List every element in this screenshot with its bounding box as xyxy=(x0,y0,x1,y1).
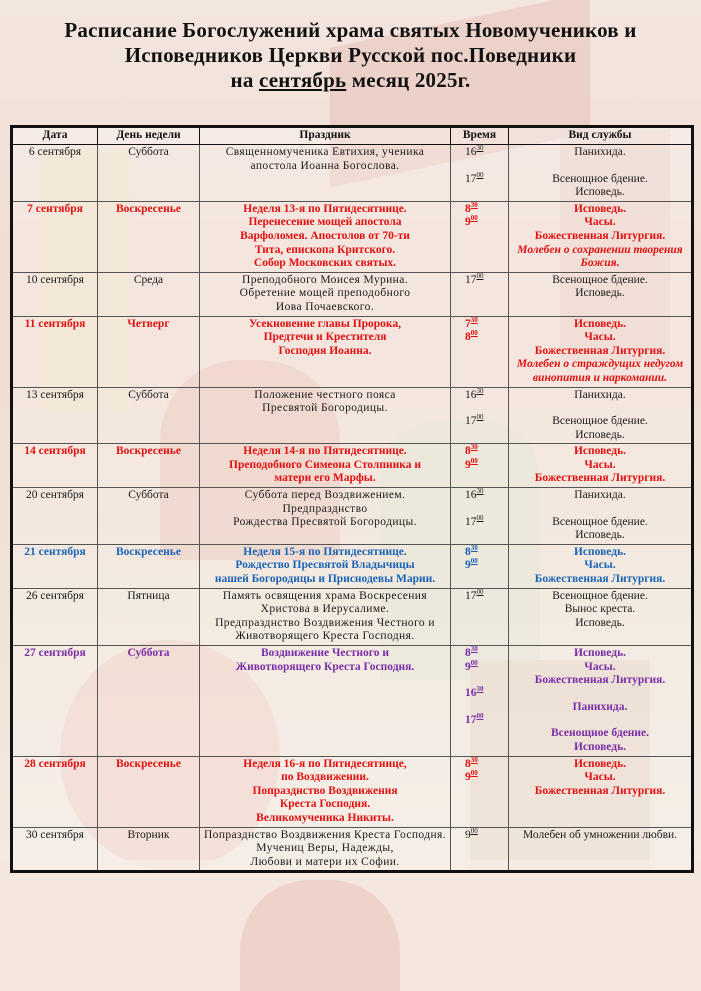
service-line: Исповедь. xyxy=(575,428,625,441)
date-text: 7 сентября xyxy=(27,202,83,215)
weekday-text: Суббота xyxy=(127,647,170,659)
service-time xyxy=(465,271,505,288)
feast-cell xyxy=(200,201,451,272)
page-title xyxy=(0,18,701,93)
service-line: Божия. xyxy=(580,257,620,270)
date-cell xyxy=(12,145,98,202)
feast-line: Попразднство Воздвижения Креста Господня. xyxy=(203,828,447,841)
weekday-cell xyxy=(98,827,200,872)
date-cell xyxy=(12,488,98,545)
time-cell xyxy=(451,488,509,545)
service-line: Всенощное бдение. xyxy=(552,172,648,185)
time-minutes: 30 xyxy=(470,200,478,209)
time-minutes: 00 xyxy=(476,271,484,280)
header-feast: Праздник xyxy=(200,127,451,145)
service-cell xyxy=(509,588,693,645)
time-hour: 17 xyxy=(465,273,477,286)
feast-line: Животворящего Креста Господня. xyxy=(235,630,415,643)
service-time xyxy=(465,587,505,604)
header-weekday: День недели xyxy=(98,127,200,145)
feast-line: Иова Почаевского. xyxy=(275,300,375,313)
service-line: Часы. xyxy=(584,216,616,229)
time-gap xyxy=(465,503,505,516)
feast-line: Собор Московских святых. xyxy=(253,257,397,270)
feast-line: Пресвятой Богородицы. xyxy=(262,402,388,415)
service-line: Панихида. xyxy=(572,700,628,713)
weekday-text: Среда xyxy=(133,273,164,286)
service-line: Исповедь. xyxy=(575,186,625,199)
feast-line: Предпразднство Воздвижения Честного и xyxy=(215,616,435,629)
service-line: Всенощное бдение. xyxy=(552,589,648,602)
table-row xyxy=(12,756,693,827)
feast-line: Неделя 15-я по Пятидесятнице. xyxy=(243,545,407,558)
feast-line: Предпразднство xyxy=(282,502,368,515)
time-minutes: 00 xyxy=(476,170,484,179)
title-line-3 xyxy=(0,68,701,93)
date-text: 27 сентября xyxy=(24,647,86,659)
table-row xyxy=(12,827,693,872)
date-text: 21 сентября xyxy=(24,545,86,558)
feast-line: Великомученика Никиты. xyxy=(256,811,394,824)
title-suffix: месяц 2025г. xyxy=(346,68,471,92)
feast-cell xyxy=(200,272,451,316)
service-line: Молебен о сохранении творения xyxy=(517,243,683,256)
service-line: Всенощное бдение. xyxy=(552,515,648,528)
table-row xyxy=(12,544,693,588)
service-time xyxy=(465,513,505,530)
weekday-text: Воскресенье xyxy=(116,757,181,770)
service-line: винопития и наркомании. xyxy=(532,371,668,384)
table-row xyxy=(12,488,693,545)
table-row xyxy=(12,201,693,272)
time-minutes: 00 xyxy=(470,557,478,566)
feast-line: Любови и матери их Софии. xyxy=(250,855,400,868)
time-minutes: 30 xyxy=(470,755,478,764)
service-line: Исповедь. xyxy=(575,287,625,300)
date-cell xyxy=(12,201,98,272)
time-hour: 8 xyxy=(465,331,471,344)
feast-line: Священномученика Евтихия, ученика xyxy=(225,146,425,158)
weekday-text: Суббота xyxy=(128,146,169,158)
feast-line: Неделя 13-я по Пятидесятнице. xyxy=(243,202,407,215)
date-text: 13 сентября xyxy=(26,388,84,401)
date-text: 20 сентября xyxy=(26,489,84,502)
weekday-text: Суббота xyxy=(128,489,169,502)
service-cell xyxy=(509,316,693,387)
date-text: 14 сентября xyxy=(24,445,86,458)
time-hour: 16 xyxy=(465,687,477,700)
service-time xyxy=(465,687,505,701)
weekday-text: Четверг xyxy=(127,317,170,330)
weekday-text: Воскресенье xyxy=(116,545,181,558)
service-line: Божественная Литургия. xyxy=(534,573,666,586)
service-cell xyxy=(509,444,693,488)
feast-line: Преподобного Моисея Мурина. xyxy=(241,273,409,286)
title-line-2: Исповедников Церкви Русской пос.Поведники xyxy=(124,43,577,67)
weekday-cell xyxy=(98,201,200,272)
service-cell xyxy=(509,756,693,827)
feast-cell xyxy=(200,488,451,545)
weekday-cell xyxy=(98,145,200,202)
service-line: Часы. xyxy=(584,559,616,572)
service-line: Божественная Литургия. xyxy=(534,784,666,797)
service-time xyxy=(465,415,505,429)
time-hour: 7 xyxy=(465,317,471,330)
time-gap xyxy=(465,701,505,714)
time-minutes: 00 xyxy=(470,826,478,835)
date-cell xyxy=(12,444,98,488)
header-date: Дата xyxy=(12,127,98,145)
feast-line: Перенесение мощей апостола xyxy=(248,216,402,229)
feast-line: Предтечи и Крестителя xyxy=(263,331,387,344)
service-time xyxy=(465,771,505,785)
service-cell xyxy=(509,272,693,316)
service-line: Всенощное бдение. xyxy=(550,727,650,740)
time-cell xyxy=(451,201,509,272)
header-time: Время xyxy=(451,127,509,145)
time-hour: 17 xyxy=(465,172,477,185)
service-cell xyxy=(509,201,693,272)
time-hour: 16 xyxy=(465,146,477,158)
service-line: Исповедь. xyxy=(573,445,627,458)
feast-cell xyxy=(200,646,451,757)
service-time xyxy=(465,658,505,675)
service-time xyxy=(465,170,505,187)
title-line-1: Расписание Богослужений храма святых Новомучеников и xyxy=(64,18,637,42)
time-hour: 8 xyxy=(465,757,471,770)
date-text: 11 сентября xyxy=(24,317,86,330)
feast-cell xyxy=(200,316,451,387)
table-row xyxy=(12,588,693,645)
service-cell xyxy=(509,827,693,872)
time-minutes: 00 xyxy=(476,413,484,422)
feast-line: Положение честного пояса xyxy=(254,388,396,401)
time-minutes: 00 xyxy=(470,658,478,667)
time-gap xyxy=(465,160,505,173)
service-time xyxy=(465,146,505,160)
time-hour: 9 xyxy=(465,458,471,471)
header-service-type: Вид службы xyxy=(509,127,693,145)
feast-line: Христова в Иерусалиме. xyxy=(260,603,390,616)
service-line: Вынос креста. xyxy=(564,603,636,616)
weekday-cell xyxy=(98,316,200,387)
weekday-cell xyxy=(98,588,200,645)
service-line: Молебен об умножении любви. xyxy=(522,828,678,841)
service-line: Исповедь. xyxy=(573,202,627,215)
service-line: Исповедь. xyxy=(573,740,627,753)
service-line: Исповедь. xyxy=(573,317,627,330)
feast-cell xyxy=(200,756,451,827)
service-gap xyxy=(512,714,688,727)
time-gap xyxy=(465,674,505,687)
feast-cell xyxy=(200,544,451,588)
time-minutes: 30 xyxy=(470,315,478,324)
time-hour: 9 xyxy=(465,771,471,784)
service-cell xyxy=(509,387,693,444)
title-prefix: на xyxy=(230,68,259,92)
date-cell xyxy=(12,316,98,387)
feast-line: Усекновение главы Пророка, xyxy=(248,317,402,330)
time-hour: 17 xyxy=(465,515,477,528)
time-hour: 8 xyxy=(465,545,471,558)
table-row xyxy=(12,444,693,488)
weekday-cell xyxy=(98,444,200,488)
time-gap xyxy=(465,402,505,415)
time-hour: 8 xyxy=(465,202,471,215)
feast-cell xyxy=(200,444,451,488)
weekday-text: Пятница xyxy=(127,589,170,602)
service-cell xyxy=(509,145,693,202)
service-time xyxy=(465,456,505,473)
service-time xyxy=(465,559,505,573)
feast-cell xyxy=(200,827,451,872)
service-cell xyxy=(509,646,693,757)
weekday-cell xyxy=(98,488,200,545)
table-row xyxy=(12,145,693,202)
date-cell xyxy=(12,272,98,316)
date-cell xyxy=(12,827,98,872)
time-cell xyxy=(451,646,509,757)
weekday-text: Воскресенье xyxy=(116,202,181,215)
time-minutes: 30 xyxy=(476,386,484,395)
time-minutes: 30 xyxy=(470,645,478,653)
service-line: Всенощное бдение. xyxy=(552,415,648,428)
table-row xyxy=(12,272,693,316)
time-minutes: 30 xyxy=(476,144,484,152)
weekday-text: Вторник xyxy=(127,828,170,841)
time-minutes: 30 xyxy=(476,685,484,694)
service-line: Панихида. xyxy=(574,388,626,401)
time-minutes: 30 xyxy=(470,543,478,552)
time-hour: 9 xyxy=(465,660,471,673)
time-hour: 9 xyxy=(465,216,471,229)
time-hour: 8 xyxy=(465,647,471,659)
table-row xyxy=(12,387,693,444)
feast-line: Попразднство Воздвижения xyxy=(252,784,398,797)
time-hour: 16 xyxy=(465,489,477,502)
time-cell xyxy=(451,827,509,872)
time-hour: 17 xyxy=(465,713,477,726)
service-line: Панихида. xyxy=(574,146,626,158)
service-gap xyxy=(512,688,688,701)
service-line: Часы. xyxy=(584,331,616,344)
service-time xyxy=(465,489,505,503)
feast-line: Неделя 14-я по Пятидесятнице. xyxy=(243,445,407,458)
time-cell xyxy=(451,387,509,444)
weekday-cell xyxy=(98,646,200,757)
feast-cell xyxy=(200,145,451,202)
table-header-row xyxy=(12,127,693,145)
service-time xyxy=(465,216,505,230)
service-line: Исповедь. xyxy=(573,545,627,558)
feast-line: Мучениц Веры, Надежды, xyxy=(256,842,394,855)
service-line: Исповедь. xyxy=(573,647,627,659)
date-cell xyxy=(12,588,98,645)
feast-line: Животворящего Креста Господня. xyxy=(235,660,415,673)
time-cell xyxy=(451,588,509,645)
feast-line: Обретение мощей преподобного xyxy=(239,287,411,300)
service-line: Часы. xyxy=(584,458,616,471)
date-text: 26 сентября xyxy=(26,589,84,602)
date-cell xyxy=(12,756,98,827)
feast-line: апостола Иоанна Богослова. xyxy=(250,159,400,172)
feast-line: Рождества Пресвятой Богородицы. xyxy=(233,516,417,529)
service-line: Часы. xyxy=(584,771,616,784)
service-line: Исповедь. xyxy=(575,529,625,542)
service-time xyxy=(465,826,505,843)
feast-line: Рождество Пресвятой Владычицы xyxy=(235,559,415,572)
service-line: Божественная Литургия. xyxy=(534,344,666,357)
service-line: Панихида. xyxy=(574,489,626,502)
service-gap xyxy=(512,503,688,516)
time-minutes: 00 xyxy=(470,769,478,778)
time-cell xyxy=(451,544,509,588)
time-minutes: 00 xyxy=(476,587,484,596)
feast-line: Преподобного Симеона Столпника и xyxy=(229,458,421,471)
service-line: Божественная Литургия. xyxy=(534,472,666,485)
date-cell xyxy=(12,544,98,588)
time-minutes: 00 xyxy=(476,513,484,522)
service-time xyxy=(465,711,505,728)
service-gap xyxy=(512,402,688,415)
feast-line: матери его Марфы. xyxy=(274,472,376,485)
feast-line: Тита, епископа Критского. xyxy=(254,243,396,256)
service-cell xyxy=(509,488,693,545)
time-hour: 8 xyxy=(465,445,471,458)
time-minutes: 00 xyxy=(470,329,478,338)
feast-line: нашей Богородицы и Приснодевы Марии. xyxy=(214,573,436,586)
table-row xyxy=(12,316,693,387)
service-time xyxy=(465,331,505,345)
weekday-text: Воскресенье xyxy=(116,445,181,458)
feast-line: по Воздвижении. xyxy=(281,771,369,784)
date-cell xyxy=(12,387,98,444)
time-cell xyxy=(451,756,509,827)
feast-cell xyxy=(200,387,451,444)
feast-line: Креста Господня. xyxy=(279,798,371,811)
table-row xyxy=(12,646,693,757)
service-line: Исповедь. xyxy=(573,757,627,770)
service-line: Часы. xyxy=(584,660,616,673)
service-line: Исповедь. xyxy=(575,616,625,629)
feast-cell xyxy=(200,588,451,645)
weekday-cell xyxy=(98,544,200,588)
time-hour: 16 xyxy=(465,388,477,401)
feast-line: Суббота перед Воздвижением. xyxy=(244,489,406,502)
time-minutes: 00 xyxy=(470,214,478,223)
time-hour: 9 xyxy=(465,828,471,841)
date-text: 6 сентября xyxy=(28,146,82,158)
time-hour: 17 xyxy=(465,415,477,428)
service-time xyxy=(465,386,505,403)
time-cell xyxy=(451,145,509,202)
service-line: Божественная Литургия. xyxy=(534,674,666,687)
time-cell xyxy=(451,444,509,488)
date-text: 28 сентября xyxy=(24,757,86,770)
feast-line: Варфоломея. Апостолов от 70-ти xyxy=(240,229,410,242)
service-cell xyxy=(509,544,693,588)
service-line: Молебен о страждущих недугом xyxy=(516,358,684,371)
time-cell xyxy=(451,316,509,387)
weekday-cell xyxy=(98,272,200,316)
service-gap xyxy=(512,160,688,173)
weekday-text: Суббота xyxy=(128,388,169,401)
time-minutes: 00 xyxy=(470,456,478,465)
time-hour: 17 xyxy=(465,589,477,602)
date-text: 10 сентября xyxy=(26,273,84,286)
feast-line: Память освящения храма Воскресения xyxy=(222,589,428,602)
time-cell xyxy=(451,272,509,316)
schedule-table xyxy=(10,125,694,873)
weekday-cell xyxy=(98,756,200,827)
time-hour: 9 xyxy=(465,559,471,572)
service-line: Божественная Литургия. xyxy=(534,229,666,242)
date-text: 30 сентября xyxy=(26,828,84,841)
time-minutes: 30 xyxy=(476,487,484,496)
service-line: Всенощное бдение. xyxy=(552,273,648,286)
date-cell xyxy=(12,646,98,757)
time-minutes: 00 xyxy=(476,711,484,720)
feast-line: Воздвижение Честного и xyxy=(260,647,389,659)
time-minutes: 30 xyxy=(470,443,478,452)
weekday-cell xyxy=(98,387,200,444)
feast-line: Неделя 16-я по Пятидесятнице, xyxy=(243,757,407,770)
feast-line: Господня Иоанна. xyxy=(278,344,372,357)
title-month: сентябрь xyxy=(258,68,347,92)
